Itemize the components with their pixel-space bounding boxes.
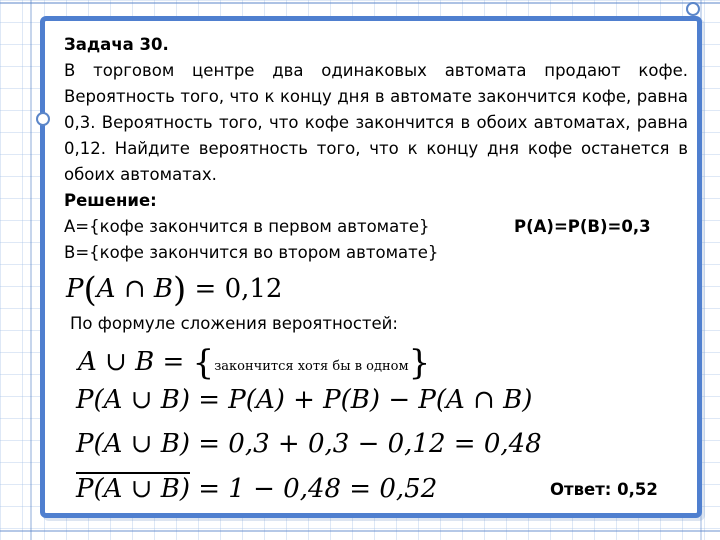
union-note: закончится хотя бы в одном bbox=[214, 359, 409, 374]
brace-open: { bbox=[192, 343, 215, 383]
addition-rule bbox=[76, 385, 532, 415]
event-a-row bbox=[64, 214, 688, 240]
decor-line-bottom bbox=[0, 530, 720, 532]
event-b-definition: В={кофе закончится во втором автомате} bbox=[64, 243, 439, 262]
binder-ring-icon bbox=[36, 112, 50, 126]
decor-line-top bbox=[0, 2, 720, 4]
brace-close: } bbox=[408, 343, 431, 383]
union-symbol: ∪ bbox=[105, 347, 127, 377]
complement-lhs: P(A ∪ B) bbox=[76, 474, 190, 504]
intersection-value: = 0,12 bbox=[194, 274, 283, 304]
addition-lhs: P(A ∪ B) bbox=[76, 385, 190, 415]
problem-title: Задача 30. bbox=[64, 35, 169, 54]
event-a-symbol: A bbox=[96, 274, 116, 304]
addition-rhs: = P(A) + P(B) − P(A ∩ B) bbox=[198, 385, 533, 415]
answer-text: Ответ: 0,52 bbox=[550, 480, 658, 499]
prob-symbol: P bbox=[66, 274, 84, 304]
problem-content bbox=[64, 32, 688, 266]
union-computation bbox=[76, 429, 542, 459]
intersection-symbol: ∩ bbox=[123, 274, 146, 304]
computation-lhs: P(A ∪ B) bbox=[76, 429, 190, 459]
paren-close: ) bbox=[172, 270, 187, 310]
event-a-symbol: A bbox=[78, 347, 97, 377]
paren-open: ( bbox=[83, 270, 97, 310]
event-b-symbol: B bbox=[153, 274, 173, 304]
union-definition bbox=[78, 343, 430, 383]
computation-rhs: = 0,3 + 0,3 − 0,12 = 0,48 bbox=[198, 429, 542, 459]
intersection-formula bbox=[66, 270, 282, 310]
problem-text: В торговом центре два одинаковых автомата продают кофе. Вероятность того, что к концу дня в автомате закончится кофе, равна 0,3. Вероятность того, что кофе закончится в обоих автоматах, равна 0,12. Найдите вероятность того, что к концу дня кофе останется в обоих автоматах. bbox=[64, 61, 688, 184]
complement-rhs: = 1 − 0,48 = 0,52 bbox=[198, 474, 438, 504]
binder-ring-icon bbox=[686, 2, 700, 16]
complement-computation bbox=[76, 474, 437, 504]
event-b-symbol: B bbox=[135, 347, 155, 377]
equals-sign: = bbox=[162, 347, 185, 377]
formula-caption: По формуле сложения вероятностей: bbox=[70, 314, 398, 333]
solution-heading: Решение: bbox=[64, 191, 157, 210]
decor-line-left bbox=[30, 0, 32, 540]
equal-probabilities: P(A)=P(B)=0,3 bbox=[514, 217, 651, 236]
event-a-definition: А={кофе закончится в первом автомате} bbox=[64, 217, 430, 236]
